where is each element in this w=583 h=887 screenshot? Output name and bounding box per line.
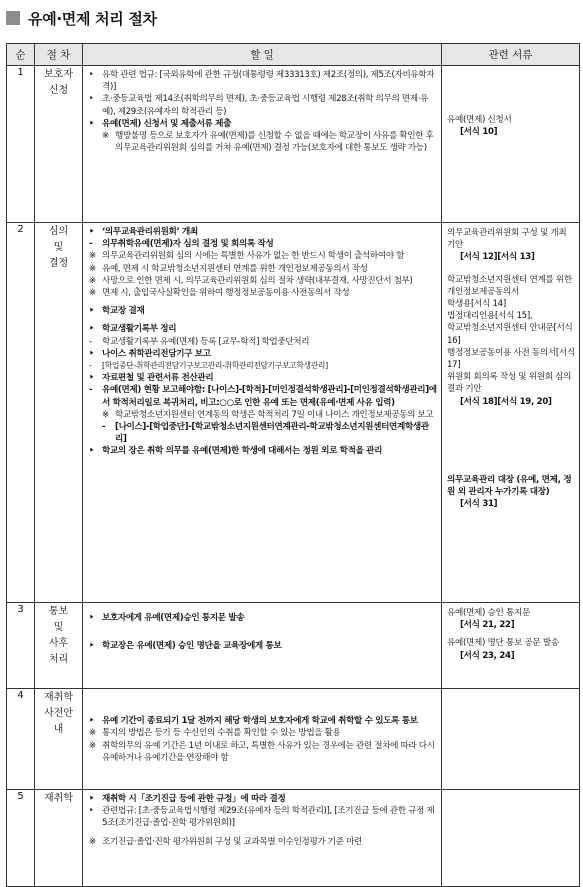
note-item: ※ 취학의무의 유예 기간은 1년 이내로 하고, 특별한 사유가 있는 경우에는 관련 절차에 따라 다시 유예하거나 유예기간을 연장해야 함 <box>89 740 435 763</box>
table-row <box>7 603 580 689</box>
header-work: 할 일 <box>83 44 442 66</box>
list-item: ‣ 학교생활기록부 정리 <box>89 324 177 335</box>
row-tasks <box>83 223 442 603</box>
note-icon: ※ <box>89 740 96 751</box>
note-icon: ※ <box>102 409 109 420</box>
row-documents: 의무교육관리위원회 구성 및 개최 기안 [서식 12][서식 13] 학교밖청소년지원센터 연계를 위한 개인정보제공동의서 학생용[서식 14] 법정대리인용[서식 15], 학교밖청소년지원센터 안내문[서식 16] 행정정보공동이용 사전 동의서[서식 17] 위원회 회의록 작성 및 위원회 심의결과 기안 [서식 18][서식 19, 20] 의무교육관리 대장 (유예, 면제, 정원 외 관리자 누가기록 대장) [서식 31] <box>442 223 580 603</box>
list-item: ‣ 초·중등교육법 제14조(취학의무의 면제), 초·중등교육법 시행령 제28조(취학 의무의 면제·유예), 제29조(유예자의 학적관리 등) <box>89 94 429 117</box>
bullet-icon: ‣ <box>89 348 95 359</box>
row-step: 보호자 신청 <box>35 66 83 223</box>
list-item: ‣ ‘의무교육관리위원회’ 개최 <box>89 227 198 237</box>
row-tasks <box>83 689 442 790</box>
list-item: ‣ 유예 기간이 종료되기 1달 전까지 해당 학생의 보호자에게 학교에 취학할 수 있도록 통보 <box>89 716 418 727</box>
bullet-icon: ‣ <box>89 373 95 384</box>
row-tasks <box>83 790 442 887</box>
list-item: - 유예(면제) 현황 보고해야함: [나이스]-[학적]-[미인정결석학생관리]-[미인정결석학생관리]에서 학적처리일로 복귀처리, 비고:○○로 인한 유예 또는 면제(유예·면제 사유 입력) <box>89 385 437 408</box>
list-item: - [학업중단-취학관리전담기구보고관리-취학관리전담기구보고학생관리] <box>89 361 328 371</box>
note-item: ※ 유예, 면제 시 학교밖청소년지원센터 연계를 위한 개인정보제공동의서 작성 <box>89 263 368 274</box>
list-item: - 의무취학유예(면제)자 심의 결정 및 회의록 작성 <box>89 239 274 250</box>
note-item: ※ 조기진급·졸업·진학 평가위원회 구성 및 교과목별 이수인정평가 기준 마련 <box>89 836 362 847</box>
bullet-icon: ‣ <box>89 641 95 652</box>
note-icon: ※ <box>102 131 109 142</box>
list-item: ‣ 학교장은 유예(면제) 승인 명단을 교육장에게 통보 <box>89 641 282 652</box>
row-number: 1 <box>7 66 35 223</box>
row-number: 2 <box>7 223 35 603</box>
note-item: ※ 의무교육관리위원회 심의 시에는 특별한 사유가 없는 한 반드시 학생이 출석하여야 함 <box>89 251 405 262</box>
row-number: 4 <box>7 689 35 790</box>
list-item: ‣ 유학 관련 법규: [국외유학에 관한 규정(대통령령 제33313호) 제2조(정의), 제5조(자비유학자격)] <box>89 70 435 93</box>
bullet-icon: ‣ <box>89 70 94 80</box>
row-documents: 유예(면제) 승인 통지문 [서식 21, 22] 유예(면제) 명단 통보 공문 발송 [서식 23, 24] <box>442 603 580 689</box>
list-item: ‣ 학교의 장은 취학 의무를 유예(면제)한 학생에 대해서는 정원 외로 학적을 관리 <box>89 446 383 457</box>
table-row <box>7 689 580 790</box>
note-icon: ※ <box>89 836 96 847</box>
list-item: ‣ 학교장 결재 <box>89 306 145 317</box>
list-item: ‣ 관련법규: [초·중등교육법시행령 제29조(유예자 등의 학적관리)], [조기진급 등에 관한 규정 제5조(조기진급·졸업·진학 평가위원회)] <box>89 806 435 829</box>
header-docs: 관련 서류 <box>442 44 580 66</box>
note-icon: ※ <box>89 288 96 299</box>
table-row <box>7 223 580 603</box>
note-icon: ※ <box>89 728 96 739</box>
section-heading <box>6 6 157 30</box>
row-number: 5 <box>7 790 35 887</box>
bullet-icon: ‣ <box>89 94 94 105</box>
table-header-row <box>7 44 580 66</box>
row-tasks <box>83 66 442 223</box>
bullet-icon: ‣ <box>89 806 94 817</box>
list-item: - 학교생활기록부 유예(면제) 등록 [교무-학적] 학업중단처리 <box>89 336 310 347</box>
row-tasks <box>83 603 442 689</box>
note-item: ※ 면제 시, 출입국사실확인을 위하여 행정정보공동이용 사전동의서 작성 <box>89 288 350 299</box>
table-row <box>7 790 580 887</box>
table-row <box>7 66 580 223</box>
header-num: 순 <box>7 44 35 66</box>
list-item: ‣ 나이스 취학관리전담기구 보고 <box>89 348 211 359</box>
row-step: 통보 및 사후 처리 <box>35 603 83 689</box>
list-item: ‣ 자료편철 및 관련서류 전산관리 <box>89 373 214 384</box>
note-icon: ※ <box>89 251 96 262</box>
bullet-icon: ‣ <box>89 794 95 804</box>
page-title: 유예·면제 처리 절차 <box>28 9 157 28</box>
heading-square-icon <box>6 11 20 25</box>
bullet-icon: ‣ <box>89 446 95 457</box>
row-step: 심의 및 결정 <box>35 223 83 603</box>
bullet-icon: ‣ <box>89 324 95 335</box>
bullet-icon: ‣ <box>89 613 95 623</box>
note-item: ※ 학교밖청소년지원센터 연계동의 학생은 학적처리 7일 이내 나이스 개인정보제공동의 보고 <box>102 409 434 420</box>
bullet-icon: ‣ <box>89 227 95 237</box>
note-icon: ※ <box>89 275 96 286</box>
row-step: 재취학 <box>35 790 83 887</box>
list-item: - [나이스]-[학업중단]-[학교밖청소년지원센터연계관리-학교밖청소년지원센터연계학생관리] <box>102 422 429 445</box>
note-item: ※ 행방불명 등으로 보호자가 유예(면제)를 신청할 수 없을 때에는 학교장이 사유를 확인한 후 의무교육관리위원회 심의를 거쳐 유예(면제) 결정 가능(보호자에 대한 통보도 생략 가능) <box>102 131 434 154</box>
row-step: 재취학 사전안 내 <box>35 689 83 790</box>
bullet-icon: ‣ <box>89 306 95 317</box>
header-step: 절 차 <box>35 44 83 66</box>
list-item: ‣ 보호자에게 유예(면제)승인 통지문 발송 <box>89 613 245 623</box>
bullet-icon: ‣ <box>89 118 95 129</box>
row-documents <box>442 790 580 887</box>
row-documents: 유예(면제) 신청서 [서식 10] <box>442 66 580 223</box>
row-number: 3 <box>7 603 35 689</box>
note-item: ※ 통지의 방법은 등기 등 수신인의 수취를 확인할 수 있는 방법을 활용 <box>89 728 341 739</box>
note-item: ※ 사망으로 인한 면제 시, 의무교육관리위원회 심의 절차 생략(내부결재, 사망진단서 첨부) <box>89 275 413 286</box>
list-item: ‣ 유예(면제) 신청서 및 제출서류 제출 <box>89 118 232 129</box>
list-item: ‣ 재취학 시「조기진급 등에 관한 규정」에 따라 결정 <box>89 794 286 804</box>
row-documents <box>442 689 580 790</box>
procedure-table <box>6 43 580 887</box>
bullet-icon: ‣ <box>89 716 95 727</box>
note-icon: ※ <box>89 263 96 274</box>
